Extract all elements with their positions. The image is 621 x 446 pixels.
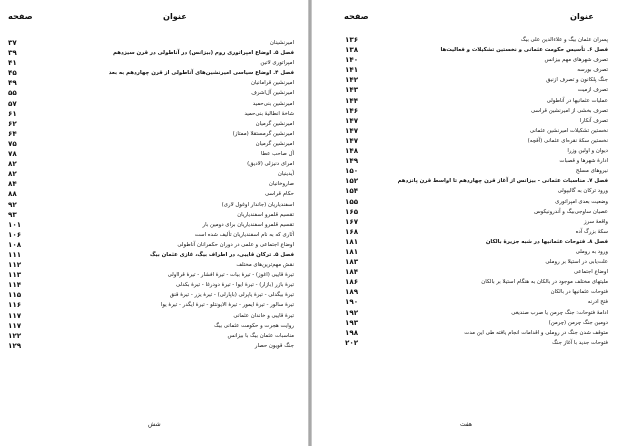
toc-page-number: ۱۱۲ bbox=[8, 260, 22, 270]
toc-entry-title: اسفندیاریان (جاندار اوغول لاری) bbox=[221, 201, 294, 208]
toc-entry-title: امیرنشین گرمیان bbox=[255, 120, 294, 127]
toc-chapter-row bbox=[0, 48, 308, 58]
toc-page-number: ۱۰۸ bbox=[8, 239, 22, 249]
toc-page-number: ۱۳۸ bbox=[345, 45, 359, 55]
toc-page-number: ۱۴۰ bbox=[345, 55, 359, 65]
toc-page-number: ۱۱۵ bbox=[8, 290, 22, 300]
toc-entry-title: امیرنشین گرمستقلا (ممتاز) bbox=[232, 130, 294, 137]
toc-entry-title: امیرنشین گرمیان bbox=[255, 140, 294, 147]
toc-entry-row bbox=[0, 58, 308, 68]
toc-entry-title: پسران عثمان بیگ و علاءالدین علی بیگ bbox=[520, 37, 608, 43]
toc-entry-title: امیرنشین آل‌اشرف bbox=[251, 90, 294, 97]
toc-page-number: ۱۰۱ bbox=[8, 219, 22, 229]
toc-page-number: ۱۸۱ bbox=[345, 246, 359, 256]
toc-page-number: ۱۴۹ bbox=[345, 156, 359, 166]
toc-entry-title: تقسیم قلمرو اسفندیاریان bbox=[237, 211, 294, 218]
toc-page-number: ۴۵ bbox=[8, 68, 17, 78]
toc-page-number: ۷۵ bbox=[8, 138, 17, 148]
toc-entry-title: تیرهٔ بازر (بازار) - تیرهٔ ایوا - تیرهٔ دودرغا - تیرهٔ بکدلی bbox=[176, 282, 294, 289]
toc-entry-row bbox=[312, 136, 621, 146]
toc-entry-title: دومین جنگ چرمن (چرمن) bbox=[548, 319, 608, 326]
toc-entry-title: آیدینیان bbox=[277, 171, 294, 178]
toc-entry-title: تصرف شهرهای مهم بیزانس bbox=[544, 57, 608, 64]
toc-chapter-row bbox=[312, 45, 621, 55]
toc-entry-title: نخستین سکهٔ نقره‌ای عثمانی (آقچه) bbox=[527, 137, 608, 144]
toc-page-number: ۱۴۳ bbox=[345, 85, 359, 95]
toc-entry-title: اوضاع اجتماعی و علمی در دوران حکمرانان آناطولی bbox=[177, 241, 294, 248]
toc-entry-row bbox=[0, 300, 308, 310]
toc-entry-title: تصرف ازمیت bbox=[577, 87, 608, 94]
toc-entry-title: تیرهٔ قاییی (اغوز) - تیرهٔ بیات - تیرهٔ افشار - تیرهٔ قرا‌اولی bbox=[167, 272, 294, 279]
toc-entry-title: آثاری که به نام اسفندیاریان تألیف شده است bbox=[194, 231, 294, 238]
toc-page-number: ۱۹۳ bbox=[345, 317, 359, 327]
toc-entry-title: سکهٔ بزرگ آده bbox=[575, 228, 608, 235]
toc-entry-title: عملیات عثمانیها در آناطولی bbox=[546, 97, 608, 104]
toc-entry-row bbox=[312, 55, 621, 65]
toc-entry-title: مناسبات عثمان بیگ با بیزانس bbox=[227, 332, 294, 339]
toc-entry-row bbox=[312, 267, 621, 277]
toc-entry-title: نیروهای مسلح bbox=[575, 168, 608, 175]
toc-page-number: ۵۵ bbox=[8, 88, 17, 98]
toc-entry-row bbox=[0, 270, 308, 280]
toc-entry-title: فصل ۶. تأسیس حکومت عثمانی و نخستین تشکیلات و فعالیت‌ها bbox=[440, 47, 608, 54]
toc-entry-row bbox=[312, 338, 621, 348]
toc-page-number: ۶۴ bbox=[8, 128, 17, 138]
toc-page-number: ۱۶۷ bbox=[345, 216, 359, 226]
toc-entry-title: فصل ۴. اوضاع سیاسی امیرنشین‌های آناطولی از قرن چهاردهم به بعد bbox=[108, 70, 294, 77]
toc-page-number: ۱۱۳ bbox=[8, 270, 22, 280]
toc-entry-title: صاروخانیان bbox=[268, 181, 294, 188]
toc-entry-row bbox=[0, 179, 308, 189]
toc-entry-row bbox=[0, 88, 308, 98]
toc-entry-row bbox=[312, 297, 621, 307]
toc-page-number: ۱۸۱ bbox=[345, 236, 359, 246]
toc-entry-title: نقش مهم‌ترین‌های مختلف bbox=[236, 262, 294, 269]
toc-entry-row bbox=[0, 220, 308, 230]
toc-entry-row bbox=[0, 149, 308, 159]
toc-entry-row bbox=[312, 257, 621, 267]
toc-list bbox=[312, 35, 621, 348]
toc-chapter-row bbox=[312, 237, 621, 247]
toc-entry-title: تصرف آنکارا bbox=[579, 117, 608, 124]
toc-entry-row bbox=[312, 227, 621, 237]
toc-page-number: ۳۹ bbox=[8, 48, 17, 58]
toc-entry-row bbox=[0, 280, 308, 290]
toc-entry-title: ورود ترکان به گالیپولی bbox=[557, 188, 608, 195]
toc-entry-row bbox=[0, 109, 308, 119]
toc-page-number: ۱۴۷ bbox=[345, 115, 359, 125]
toc-entry-title: فصل ۷. مناسبات عثمانی - بیزانس از آغاز قرن چهاردهم تا اواسط قرن پانزدهم bbox=[397, 178, 608, 185]
toc-page-number: ۶۲ bbox=[8, 118, 17, 128]
toc-page-number: ۱۴۷ bbox=[345, 135, 359, 145]
toc-page-number: ۱۸۳ bbox=[345, 257, 359, 267]
toc-page-number: ۱۵۰ bbox=[345, 166, 359, 176]
toc-entry-title: جنگ قویون حصار bbox=[254, 342, 294, 349]
toc-entry-row bbox=[0, 78, 308, 88]
toc-entry-row bbox=[0, 321, 308, 331]
toc-entry-row bbox=[312, 277, 621, 287]
toc-entry-row bbox=[312, 207, 621, 217]
toc-entry-row bbox=[312, 328, 621, 338]
toc-entry-title: امپراتوری لاتین bbox=[260, 60, 294, 67]
toc-list bbox=[0, 38, 308, 351]
toc-entry-row bbox=[312, 166, 621, 176]
toc-page-number: ۸۲ bbox=[8, 159, 17, 169]
toc-page-number: ۸۸ bbox=[8, 189, 17, 199]
title-column-heading: عنوان bbox=[570, 11, 594, 21]
toc-chapter-row bbox=[312, 176, 621, 186]
toc-page-number: ۸۴ bbox=[8, 179, 17, 189]
toc-page-number: ۱۱۷ bbox=[8, 320, 22, 330]
toc-entry-title: تقسیم قلمرو اسفندیاریان برای دومین بار bbox=[202, 221, 294, 228]
toc-entry-title: ادارهٔ شهرها و قصبات bbox=[559, 158, 608, 165]
toc-page-number: ۱۶۵ bbox=[345, 206, 359, 216]
toc-entry-title: ادامهٔ فتوحات: جنگ چرمن یا صرب صندیغی bbox=[511, 309, 608, 316]
toc-page-number: ۱۲۲ bbox=[8, 330, 22, 340]
toc-entry-row bbox=[0, 341, 308, 351]
toc-entry-title: تیرهٔ بیگدلی - تیرهٔ یاپرلی (باپارلی) - تیرهٔ یزر - تیرهٔ قنق bbox=[169, 292, 294, 299]
toc-page-number: ۱۹۰ bbox=[345, 297, 359, 307]
toc-page-number: ۱۴۲ bbox=[345, 75, 359, 85]
toc-page-number: ۱۳۶ bbox=[345, 35, 359, 44]
toc-page-number: ۱۴۷ bbox=[345, 125, 359, 135]
toc-entry-row bbox=[312, 126, 621, 136]
toc-entry-title: فصل ۵. اوضاع امپراتوری روم (بیزانس) در آناطولی در قرن سیزدهم bbox=[113, 50, 294, 57]
toc-page-number: ۱۹۲ bbox=[345, 307, 359, 317]
toc-entry-title: شاخهٔ انطالیهٔ بنی‌حمید bbox=[244, 110, 294, 117]
page-column-heading: صفحه bbox=[8, 11, 33, 21]
toc-page-number: ۱۱۴ bbox=[8, 280, 22, 290]
toc-page-number: ۹۲ bbox=[8, 199, 17, 209]
toc-entry-title: امیرنشینان bbox=[269, 40, 294, 46]
toc-entry-row bbox=[0, 311, 308, 321]
toc-chapter-row bbox=[0, 250, 308, 260]
toc-entry-title: دیوان و اولین وزرا bbox=[567, 148, 608, 155]
toc-entry-row bbox=[0, 169, 308, 179]
toc-entry-row bbox=[0, 139, 308, 149]
toc-page-number: ۱۴۶ bbox=[345, 105, 359, 115]
toc-entry-row bbox=[0, 260, 308, 270]
toc-page-number: ۱۶۸ bbox=[345, 226, 359, 236]
right-page bbox=[312, 0, 621, 446]
toc-page-number: ۱۵۴ bbox=[345, 186, 359, 196]
toc-entry-title: فصل ۸. فتوحات عثمانیها در شبه جزیرهٔ بالکان bbox=[485, 238, 608, 245]
toc-entry-title: علت‌یابی در استیلا بر روملی bbox=[545, 259, 608, 266]
toc-entry-title: فصل ۵. ترکان قاییی، در اطراف بیگ، غازی عثمان بیگ bbox=[150, 251, 294, 258]
toc-entry-row bbox=[0, 159, 308, 169]
toc-entry-row bbox=[312, 146, 621, 156]
toc-entry-row bbox=[0, 240, 308, 250]
page-column-heading: صفحه bbox=[344, 11, 369, 21]
toc-entry-title: آل صاحب عطا bbox=[261, 151, 294, 158]
toc-header bbox=[0, 11, 308, 25]
title-column-heading: عنوان bbox=[163, 11, 187, 21]
toc-entry-row bbox=[312, 106, 621, 116]
toc-page-number: ۴۹ bbox=[8, 78, 17, 88]
left-page bbox=[0, 0, 308, 446]
toc-entry-title: تصرف بورسه bbox=[577, 67, 608, 74]
toc-entry-title: متوقف شدن جنگ در روملی و اقدامات انجام یافته طی این مدت bbox=[464, 329, 608, 336]
toc-entry-row bbox=[0, 38, 308, 48]
toc-page-number: ۳۷ bbox=[8, 38, 17, 47]
toc-entry-row bbox=[0, 290, 308, 300]
toc-page-number: ۱۸۴ bbox=[345, 267, 359, 277]
toc-entry-row bbox=[0, 230, 308, 240]
toc-entry-row bbox=[312, 85, 621, 95]
toc-entry-row bbox=[312, 75, 621, 85]
toc-entry-row bbox=[312, 96, 621, 106]
toc-entry-title: ورود به روملی bbox=[575, 248, 608, 255]
toc-page-number: ۱۰۶ bbox=[8, 229, 22, 239]
toc-page-number: ۱۱۱ bbox=[8, 249, 22, 259]
toc-entry-row bbox=[312, 197, 621, 207]
toc-page-number: ۵۷ bbox=[8, 98, 17, 108]
toc-entry-row bbox=[312, 217, 621, 227]
toc-entry-title: حکام قراسی bbox=[264, 191, 294, 198]
toc-page-number: ۷۸ bbox=[8, 149, 17, 159]
toc-page-number: ۱۱۶ bbox=[8, 300, 22, 310]
toc-page-number: ۱۱۷ bbox=[8, 310, 22, 320]
toc-entry-row bbox=[0, 200, 308, 210]
toc-page-number: ۱۴۴ bbox=[345, 95, 359, 105]
toc-page-number: ۱۹۸ bbox=[345, 327, 359, 337]
toc-entry-row bbox=[0, 99, 308, 109]
toc-page-number: ۱۴۱ bbox=[345, 65, 359, 75]
toc-page-number: ۱۸۶ bbox=[345, 277, 359, 287]
toc-entry-title: ملیتهای مختلف موجود در بالکان به هنگام استیلا بر بالکان bbox=[481, 279, 608, 286]
toc-entry-row bbox=[312, 287, 621, 297]
toc-entry-title: تیرهٔ قاییی و خاندان عثمانی bbox=[233, 312, 294, 319]
toc-page-number: ۱۵۵ bbox=[345, 196, 359, 206]
toc-entry-row bbox=[312, 35, 621, 45]
toc-entry-row bbox=[312, 65, 621, 75]
page-folio: شش bbox=[148, 421, 161, 428]
toc-page-number: ۴۱ bbox=[8, 58, 17, 68]
toc-entry-title: نخستین تشکیلات امیرنشین عثمانی bbox=[529, 127, 608, 134]
toc-entry-row bbox=[0, 210, 308, 220]
toc-page-number: ۲۰۲ bbox=[345, 337, 359, 347]
toc-entry-title: جنگ پلکانون و تصرف ازنیق bbox=[546, 77, 608, 84]
toc-entry-title: فتوحات عثمانیها در بالکان bbox=[550, 289, 608, 296]
toc-entry-row bbox=[312, 156, 621, 166]
toc-page-number: ۸۲ bbox=[8, 169, 17, 179]
toc-entry-row bbox=[312, 116, 621, 126]
toc-entry-row bbox=[312, 247, 621, 257]
toc-entry-row bbox=[312, 186, 621, 196]
toc-page-number: ۱۲۹ bbox=[8, 340, 22, 350]
toc-entry-row bbox=[0, 331, 308, 341]
toc-entry-title: فتوحات جدید با آغاز جنگ bbox=[552, 339, 608, 346]
toc-entry-row bbox=[0, 119, 308, 129]
toc-entry-title: امرای دنیزلی (لادیق) bbox=[247, 161, 294, 168]
toc-entry-title: تصرف بخشی از امیرنشین قراسی bbox=[530, 107, 608, 114]
toc-entry-title: امیرنشین بنی‌حمید bbox=[252, 100, 294, 107]
page-folio: هفت bbox=[460, 421, 473, 428]
toc-header bbox=[312, 11, 621, 25]
toc-page-number: ۱۵۲ bbox=[345, 176, 359, 186]
toc-page-number: ۱۴۸ bbox=[345, 146, 359, 156]
toc-entry-title: وضعیت بعدی امپراتوری bbox=[555, 198, 608, 205]
toc-entry-title: اوضاع اجتماعی bbox=[573, 269, 608, 276]
toc-page-number: ۱۸۹ bbox=[345, 287, 359, 297]
toc-entry-row bbox=[312, 308, 621, 318]
toc-entry-row bbox=[0, 189, 308, 199]
toc-entry-title: تیرهٔ سالور - تیرهٔ ایمور - تیرهٔ الایونتلو - تیرهٔ ایگدر - تیرهٔ یوا bbox=[160, 302, 294, 309]
toc-page-number: ۹۳ bbox=[8, 209, 17, 219]
toc-entry-row bbox=[0, 129, 308, 139]
toc-entry-title: امیرنشین قرامانیان bbox=[250, 80, 294, 87]
toc-entry-title: واقعهٔ سرز bbox=[584, 218, 608, 225]
toc-entry-title: روایت هجرت و حکومت عثمانی بیگ bbox=[214, 322, 294, 329]
toc-entry-title: عصیان ساوجی‌بیگ و آندرونیکوس bbox=[534, 208, 608, 215]
toc-entry-title: فتح ادرنه bbox=[587, 299, 608, 306]
toc-chapter-row bbox=[0, 68, 308, 78]
toc-entry-row bbox=[312, 318, 621, 328]
toc-page-number: ۶۱ bbox=[8, 108, 17, 118]
